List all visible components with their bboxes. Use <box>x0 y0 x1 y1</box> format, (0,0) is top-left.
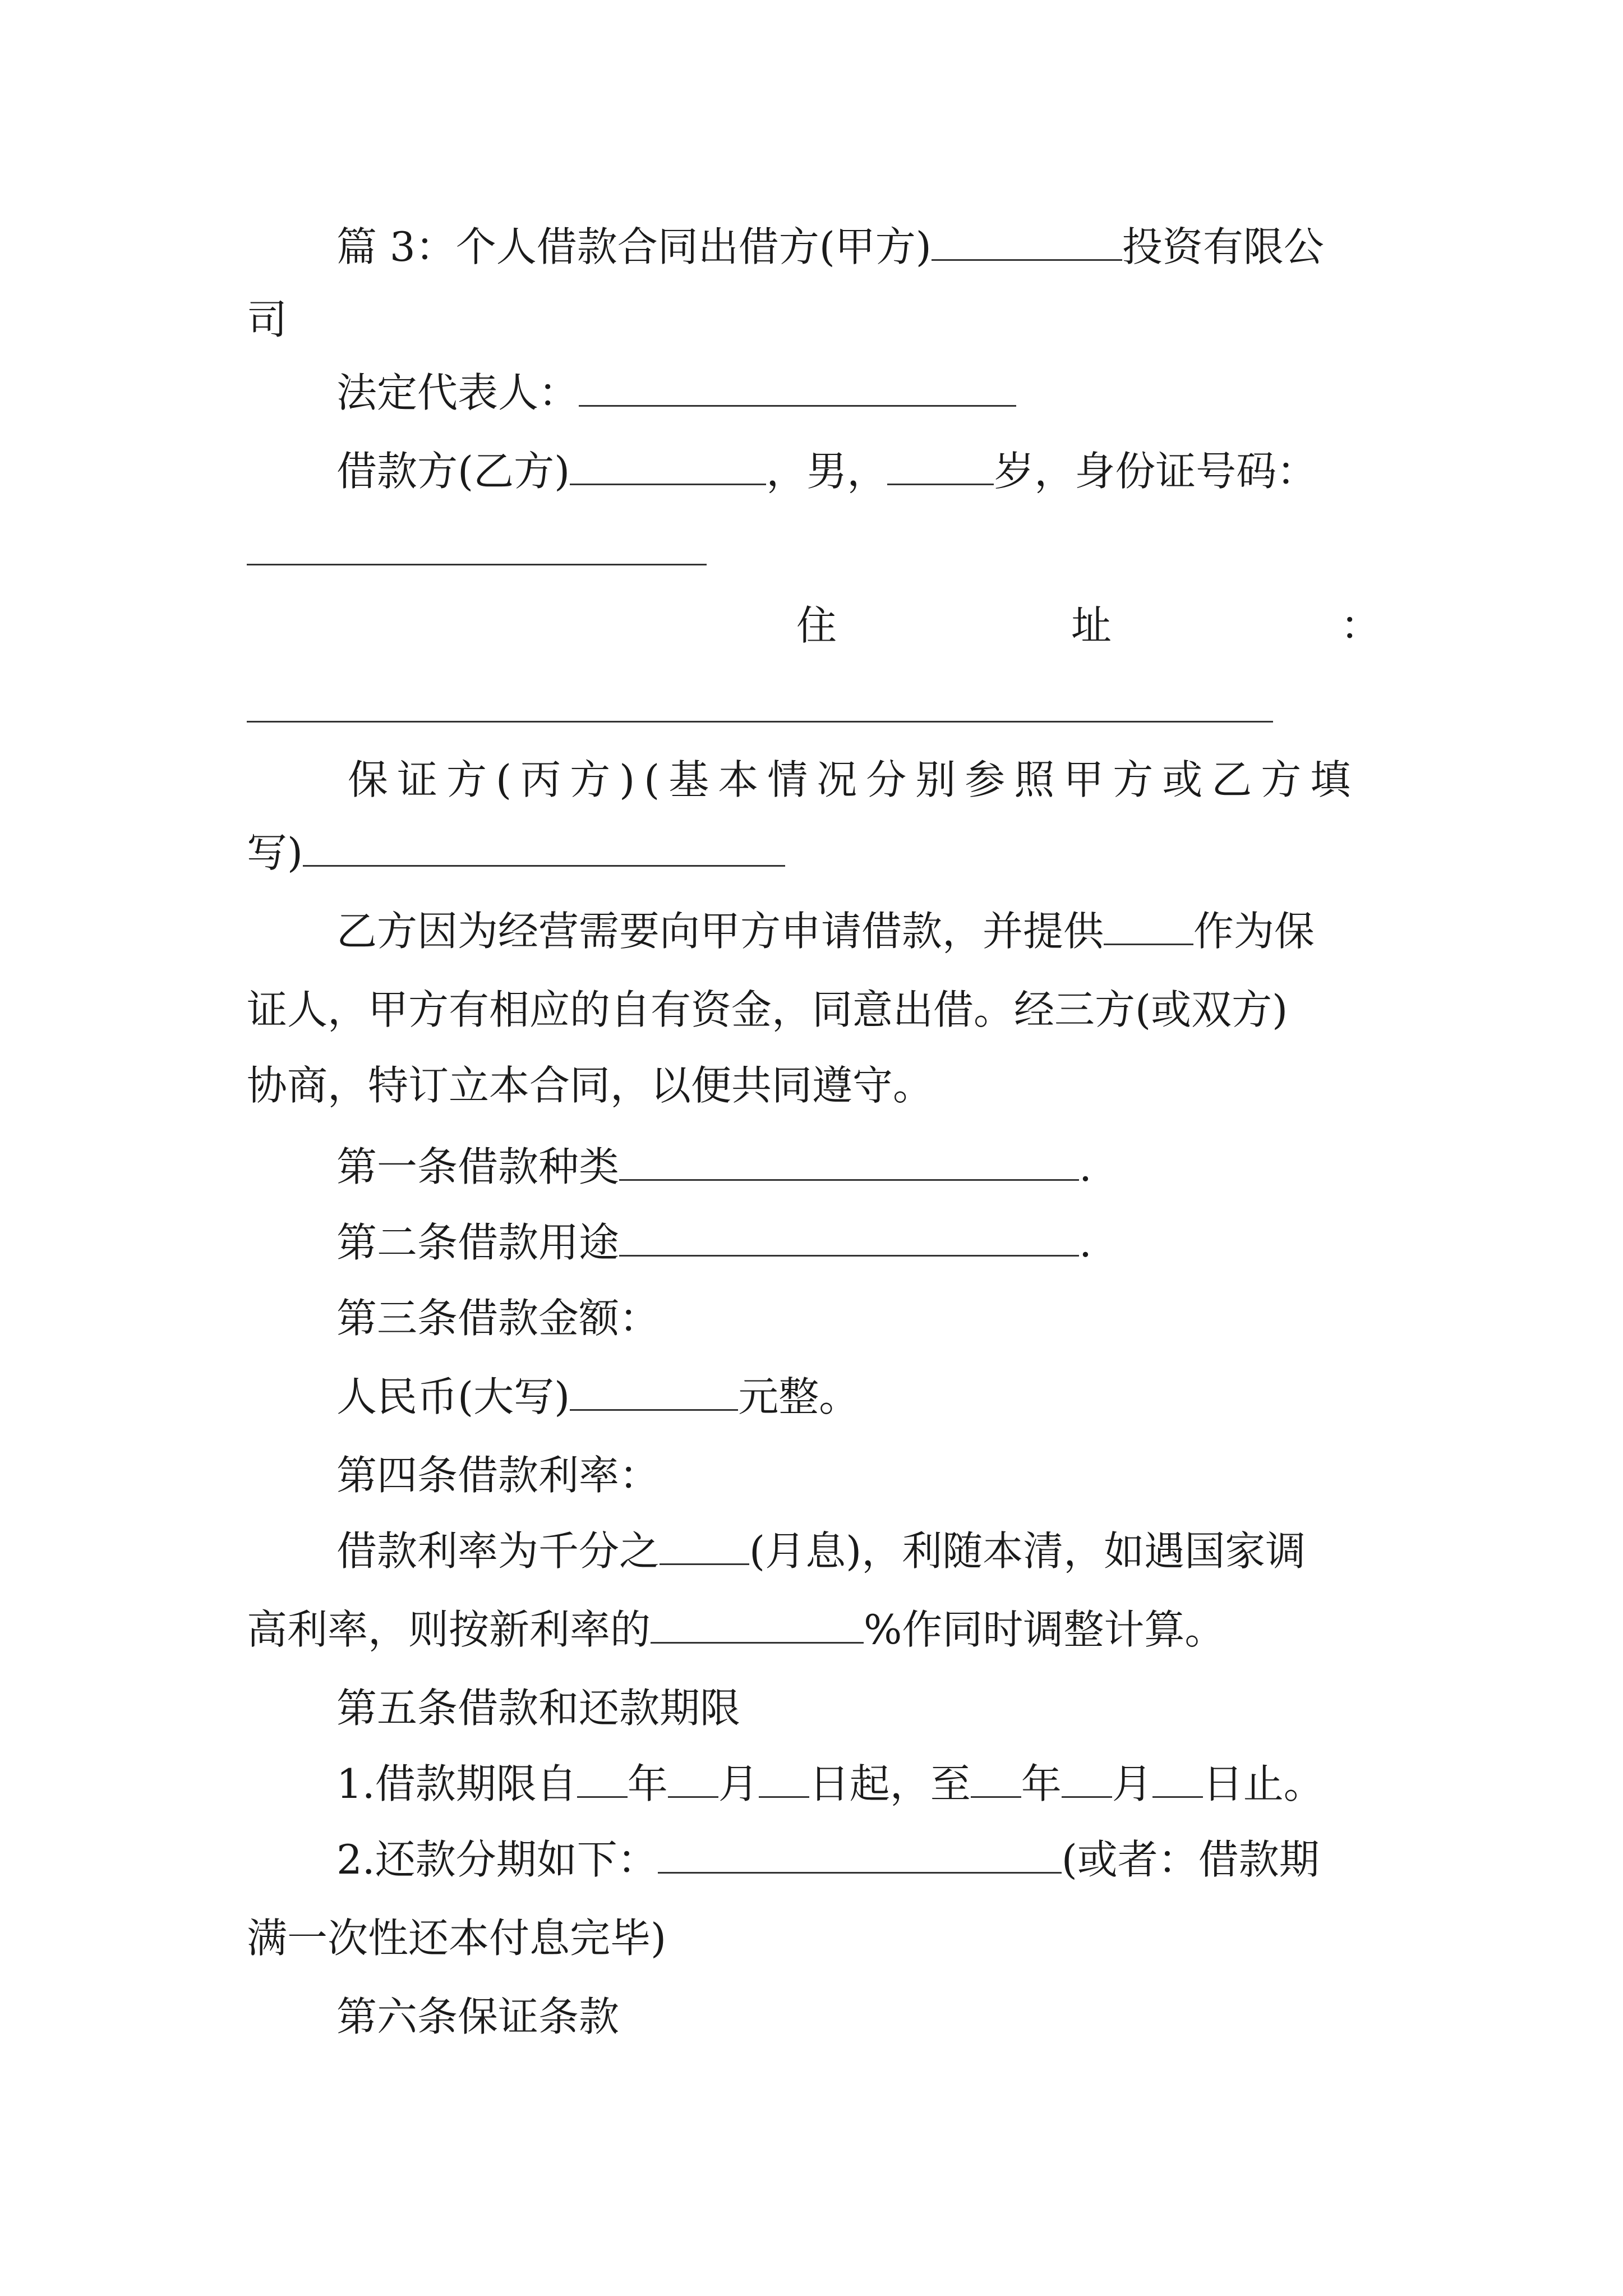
end-month-blank[interactable] <box>1062 1757 1112 1798</box>
rate-adjust-suffix: %作同时调整计算。 <box>864 1606 1225 1653</box>
line-installment <box>336 1832 1320 1888</box>
guarantor-end-text: 写) <box>247 829 303 876</box>
address-label-colon: ： <box>1340 602 1381 649</box>
installment-alt-text: (或者：借款期 <box>1061 1836 1320 1883</box>
line-intro-2: 证人，甲方有相应的自有资金，同意出借。经三方(或双方) <box>247 986 1288 1033</box>
start-day-blank[interactable] <box>759 1757 809 1798</box>
line-borrower <box>336 443 1317 499</box>
line-title <box>336 219 1324 275</box>
line-article-3: 第三条借款金额： <box>336 1295 660 1342</box>
article-2-period: . <box>1079 1219 1092 1266</box>
line-installment-end: 满一次性还本付息完毕) <box>247 1915 667 1962</box>
loan-purpose-blank[interactable] <box>619 1216 1079 1257</box>
gender-text: ，男， <box>766 448 888 495</box>
line-amount <box>336 1369 859 1425</box>
address-blank[interactable] <box>247 721 1273 723</box>
title-text-suffix: 投资有限公 <box>1122 223 1324 270</box>
line-article-5: 第五条借款和还款期限 <box>336 1685 741 1732</box>
rate-adjust-blank[interactable] <box>651 1603 864 1644</box>
end-year-blank[interactable] <box>971 1757 1021 1798</box>
line-legal-rep <box>336 365 1016 421</box>
address-label-zhu: 住 <box>796 602 837 649</box>
amount-blank[interactable] <box>570 1370 738 1411</box>
legal-rep-label: 法定代表人： <box>336 369 579 416</box>
month-text: 月 <box>718 1760 759 1807</box>
rate-blank[interactable] <box>660 1524 749 1565</box>
day-from-text: 日起，至 <box>809 1760 971 1807</box>
start-month-blank[interactable] <box>668 1757 718 1798</box>
line-term <box>336 1756 1324 1812</box>
article-2-label: 第二条借款用途 <box>336 1219 620 1266</box>
age-blank[interactable] <box>887 444 994 485</box>
loan-type-blank[interactable] <box>619 1140 1079 1181</box>
term-label: 1.借款期限自 <box>336 1760 577 1807</box>
rate-text: (月息)，利随本清，如遇国家调 <box>749 1527 1306 1575</box>
amount-suffix: 元整。 <box>738 1373 860 1420</box>
address-label-zhi: 址 <box>1071 602 1112 649</box>
line-rate-1 <box>336 1523 1306 1579</box>
installment-blank[interactable] <box>658 1833 1062 1874</box>
line-article-6: 第六条保证条款 <box>336 1993 620 2040</box>
line-article-2 <box>336 1214 1092 1271</box>
line-guarantor: 保证方(丙方)(基本情况分别参照甲方或乙方填 <box>348 756 1360 803</box>
id-number-blank[interactable] <box>247 564 707 565</box>
line-rate-2 <box>247 1602 1225 1658</box>
day-end-text: 日止。 <box>1202 1760 1324 1807</box>
id-number-label: 岁，身份证号码： <box>994 448 1317 495</box>
line-intro-1 <box>336 903 1315 959</box>
rate-label: 借款利率为千分之 <box>336 1527 660 1575</box>
title-text: 篇 3：个人借款合同出借方(甲方) <box>336 223 932 270</box>
intro-text-suffix: 作为保 <box>1193 908 1315 955</box>
rate-adjust-label: 高利率，则按新利率的 <box>247 1606 651 1653</box>
line-article-4: 第四条借款利率： <box>336 1452 660 1499</box>
line-intro-3: 协商，特订立本合同，以便共同遵守。 <box>247 1062 934 1109</box>
intro-text: 乙方因为经营需要向甲方申请借款，并提供 <box>336 908 1104 955</box>
line-company-end: 司 <box>247 296 288 343</box>
guarantor-provided-blank[interactable] <box>1104 904 1193 945</box>
borrower-name-blank[interactable] <box>570 444 766 485</box>
start-year-blank[interactable] <box>577 1757 628 1798</box>
guarantor-blank[interactable] <box>303 826 785 867</box>
year-text: 年 <box>627 1760 668 1807</box>
year-text: 年 <box>1021 1760 1062 1807</box>
line-guarantor-end <box>247 825 785 881</box>
article-1-label: 第一条借款种类 <box>336 1143 620 1190</box>
lender-name-blank[interactable] <box>932 220 1122 261</box>
borrower-label: 借款方(乙方) <box>336 448 570 495</box>
amount-label: 人民币(大写) <box>336 1373 570 1420</box>
month-text: 月 <box>1112 1760 1152 1807</box>
line-article-1 <box>336 1139 1092 1195</box>
end-day-blank[interactable] <box>1152 1757 1203 1798</box>
article-1-period: . <box>1079 1143 1092 1190</box>
installment-label: 2.还款分期如下： <box>336 1836 658 1883</box>
legal-rep-blank[interactable] <box>579 366 1016 407</box>
